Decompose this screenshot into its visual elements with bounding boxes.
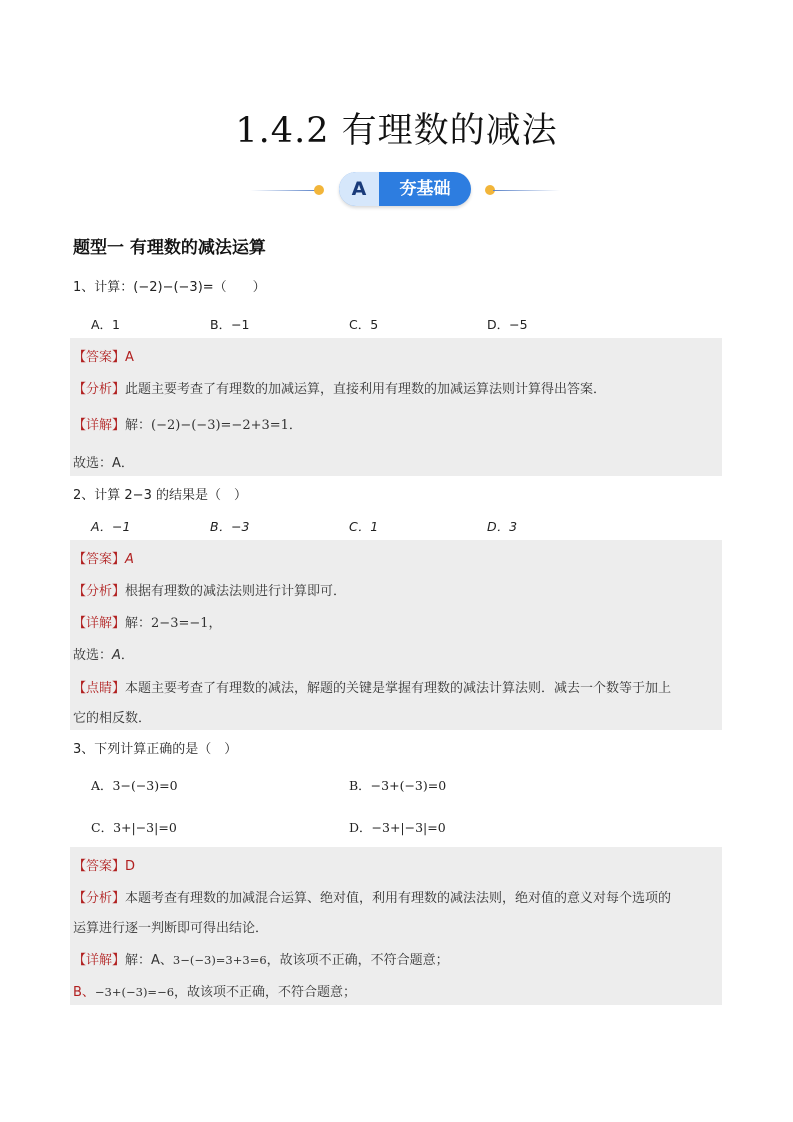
q1-answer-line xyxy=(73,346,134,365)
q2-choose-line xyxy=(73,644,134,663)
analysis-tag: 【分析】 xyxy=(73,382,126,397)
analysis-tag: 【分析】 xyxy=(73,891,126,906)
q3-analysis-line xyxy=(73,887,671,906)
q2-option-c: C．1 xyxy=(349,519,379,534)
q2-analysis: 根据有理数的减法法则进行计算即可． xyxy=(125,584,347,599)
banner-line-left xyxy=(250,190,318,191)
q1-option-d: D．−5 xyxy=(487,317,528,332)
detail-tag: 【详解】 xyxy=(73,953,126,968)
q3-detail-suffix: ，故该项不正确，不符合题意； xyxy=(266,953,449,968)
question-2-stem: 2、计算 2−3 的结果是（ ） xyxy=(73,488,247,503)
q3-detail-math: 3−(−3)=3+3=6 xyxy=(172,953,267,967)
q2-choose-letter: A xyxy=(112,648,121,663)
q1-analysis-line xyxy=(73,378,606,397)
q1-option-b: B．−1 xyxy=(210,317,250,332)
q3-option-d: D．−3+|−3|=0 xyxy=(349,820,446,835)
q3-b-suffix: ，故该项不正确，不符合题意； xyxy=(174,985,357,1000)
q2-detail-prefix: 解： xyxy=(125,616,152,631)
q2-choose-suffix: ． xyxy=(120,648,134,663)
q3-b-prefix: B、 xyxy=(73,985,95,1000)
q3-option-a: A．3−(−3)=0 xyxy=(91,778,178,793)
q2-comment-line xyxy=(73,677,671,696)
q2-analysis-line xyxy=(73,580,346,599)
q1-detail-prefix: 解： xyxy=(125,418,152,433)
analysis-tag: 【分析】 xyxy=(73,584,126,599)
q3-answer: D xyxy=(125,859,136,874)
banner-pill xyxy=(339,172,471,206)
question-1-stem: 1、计算：(−2)−(−3)=（ ） xyxy=(73,280,266,295)
q2-detail-line xyxy=(73,612,222,631)
banner-dot-left xyxy=(314,185,324,195)
q2-comment-2: 它的相反数． xyxy=(73,711,152,726)
section-title: 题型一 有理数的减法运算 xyxy=(73,238,266,258)
answer-tag: 【答案】 xyxy=(73,552,126,567)
q1-detail-math: (−2)−(−3)=−2+3=1． xyxy=(151,418,302,433)
q1-detail-line xyxy=(73,414,302,433)
answer-tag: 【答案】 xyxy=(73,859,126,874)
q2-solution-box xyxy=(70,540,722,730)
q1-option-c: C．5 xyxy=(349,317,379,332)
q2-answer: A xyxy=(125,552,134,567)
q3-b-math: −3+(−3)=−6 xyxy=(94,985,175,999)
q2-choose-prefix: 故选： xyxy=(73,648,113,663)
banner-letter: A xyxy=(339,172,379,206)
q2-option-b: B．−3 xyxy=(210,519,250,534)
q1-analysis: 此题主要考查了有理数的加减运算，直接利用有理数的加减运算法则计算得出答案． xyxy=(125,382,607,397)
q1-answer: A xyxy=(125,350,134,365)
q2-option-a: A．−1 xyxy=(91,519,131,534)
section-banner xyxy=(250,172,560,208)
banner-line-right xyxy=(493,190,560,191)
q2-answer-line xyxy=(73,548,134,567)
q3-analysis-1: 本题考查有理数的加减混合运算、绝对值，利用有理数的减法法则，绝对值的意义对每个选项的 xyxy=(125,891,672,906)
q1-choose: 故选：A． xyxy=(73,456,134,471)
detail-tag: 【详解】 xyxy=(73,418,126,433)
banner-word: 夯基础 xyxy=(399,179,451,199)
q3-detail-line xyxy=(73,949,449,968)
page-title: 1.4.2 有理数的减法 xyxy=(235,111,558,151)
q2-comment-1: 本题主要考查了有理数的减法，解题的关键是掌握有理数的减法计算法则．减去一个数等于加上 xyxy=(125,681,672,696)
q2-detail-math: 2−3=−1， xyxy=(151,616,222,631)
q2-option-d: D．3 xyxy=(487,519,518,534)
q3-solution-box xyxy=(70,847,722,1005)
q1-solution-box xyxy=(70,338,722,476)
question-3-stem: 3、下列计算正确的是（ ） xyxy=(73,742,238,757)
q3-answer-line xyxy=(73,855,135,874)
q3-detail-prefix: 解：A、 xyxy=(125,953,173,968)
q3-analysis-2: 运算进行逐一判断即可得出结论． xyxy=(73,921,269,936)
q3-option-c: C．3+|−3|=0 xyxy=(91,820,177,835)
detail-tag: 【详解】 xyxy=(73,616,126,631)
q3-b-line xyxy=(73,981,356,1000)
q3-option-b: B．−3+(−3)=0 xyxy=(349,778,447,793)
answer-tag: 【答案】 xyxy=(73,350,126,365)
q1-option-a: A．1 xyxy=(91,317,121,332)
comment-tag: 【点睛】 xyxy=(73,681,126,696)
